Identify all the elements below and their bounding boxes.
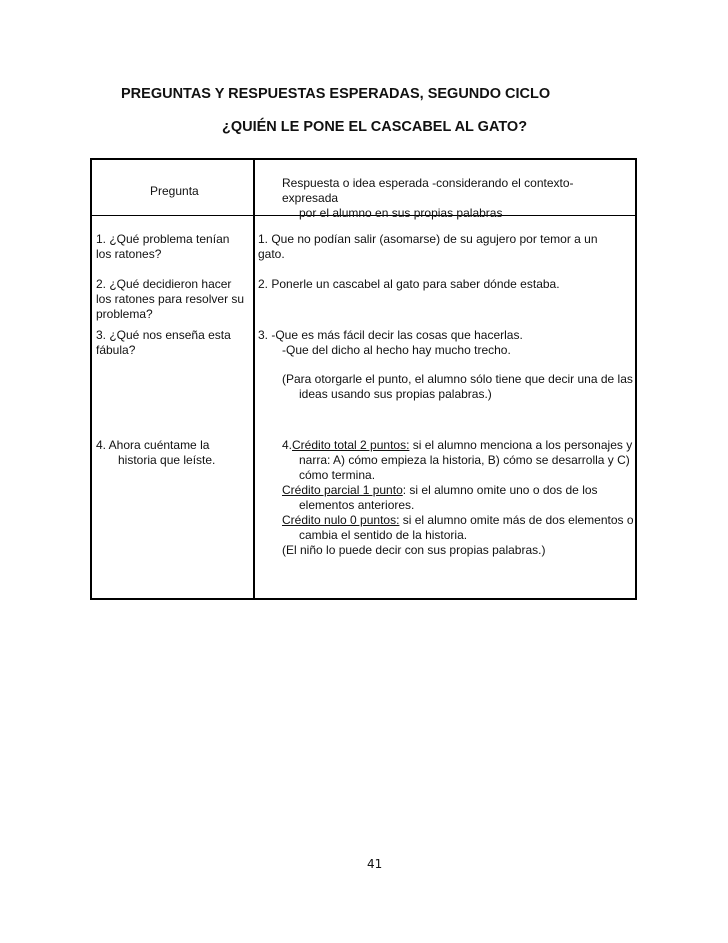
answer-3-note-line2: ideas usando sus propias palabras.) bbox=[299, 387, 492, 401]
answer-1-line1: 1. Que no podían salir (asomarse) de su agujero por temor a un bbox=[258, 232, 598, 246]
column-divider bbox=[253, 160, 255, 598]
credit-total-line2: narra: A) cómo empieza la historia, B) cómo se desarrolla y C) bbox=[299, 453, 630, 467]
credit-partial-text1: : si el alumno omite uno o dos de los bbox=[402, 483, 598, 497]
questions-table bbox=[90, 158, 637, 600]
question-1-line2: los ratones? bbox=[96, 247, 162, 261]
credit-partial-line1 bbox=[282, 483, 634, 498]
answer-1 bbox=[258, 232, 634, 262]
answer-3-line2: -Que del dicho al hecho hay mucho trecho. bbox=[282, 343, 511, 357]
credit-total-label: Crédito total 2 puntos: bbox=[292, 438, 410, 452]
question-2-line3: problema? bbox=[96, 307, 153, 321]
page-number: 41 bbox=[367, 857, 383, 871]
question-3-line2: fábula? bbox=[96, 343, 136, 357]
question-2-line2: los ratones para resolver su bbox=[96, 292, 245, 306]
credit-null-line2: cambia el sentido de la historia. bbox=[299, 528, 468, 542]
question-2-line1: 2. ¿Qué decidieron hacer bbox=[96, 277, 232, 291]
credit-total-prefix: 4. bbox=[282, 438, 293, 452]
question-3 bbox=[96, 328, 248, 358]
question-2 bbox=[96, 277, 248, 322]
credit-total-line3: cómo termina. bbox=[299, 468, 376, 482]
document-title: PREGUNTAS Y RESPUESTAS ESPERADAS, SEGUNDO CICLO bbox=[121, 86, 551, 102]
answer-3 bbox=[258, 328, 634, 358]
credit-total-text1: si el alumno menciona a los personajes y bbox=[409, 438, 633, 452]
question-4-line2: historia que leíste. bbox=[118, 453, 216, 467]
header-answer-line2: por el alumno en sus propias palabras bbox=[299, 206, 503, 220]
credit-null-text1: si el alumno omite más de dos elementos o bbox=[399, 513, 634, 527]
credit-null-line1 bbox=[282, 513, 634, 528]
answer-3-note-line1: (Para otorgarle el punto, el alumno sólo tiene que decir una de las bbox=[282, 372, 633, 386]
question-3-line1: 3. ¿Qué nos enseña esta bbox=[96, 328, 231, 342]
question-4-line1: 4. Ahora cuéntame la bbox=[96, 438, 210, 452]
answer-2 bbox=[258, 277, 634, 292]
answer-2-line1: 2. Ponerle un cascabel al gato para saber dónde estaba. bbox=[258, 277, 560, 291]
answer-4 bbox=[258, 438, 634, 558]
question-1-line1: 1. ¿Qué problema tenían bbox=[96, 232, 230, 246]
document-subtitle: ¿QUIÉN LE PONE EL CASCABEL AL GATO? bbox=[222, 119, 528, 135]
credit-total-line1 bbox=[282, 438, 634, 453]
question-1 bbox=[96, 232, 248, 262]
header-question: Pregunta bbox=[150, 184, 199, 198]
question-4 bbox=[96, 438, 248, 468]
credit-partial-label: Crédito parcial 1 punto bbox=[282, 483, 403, 497]
credit-partial-line2: elementos anteriores. bbox=[299, 498, 415, 512]
credit-null-label: Crédito nulo 0 puntos: bbox=[282, 513, 400, 527]
header-answer-line1: Respuesta o idea esperada -considerando el contexto- expresada bbox=[282, 176, 574, 205]
closing-note: (El niño lo puede decir con sus propias palabras.) bbox=[282, 543, 546, 557]
answer-3-line1: 3. -Que es más fácil decir las cosas que hacerlas. bbox=[258, 328, 523, 342]
answer-3-note bbox=[258, 372, 634, 402]
header-answer bbox=[282, 176, 632, 221]
answer-1-line2: gato. bbox=[258, 247, 285, 261]
